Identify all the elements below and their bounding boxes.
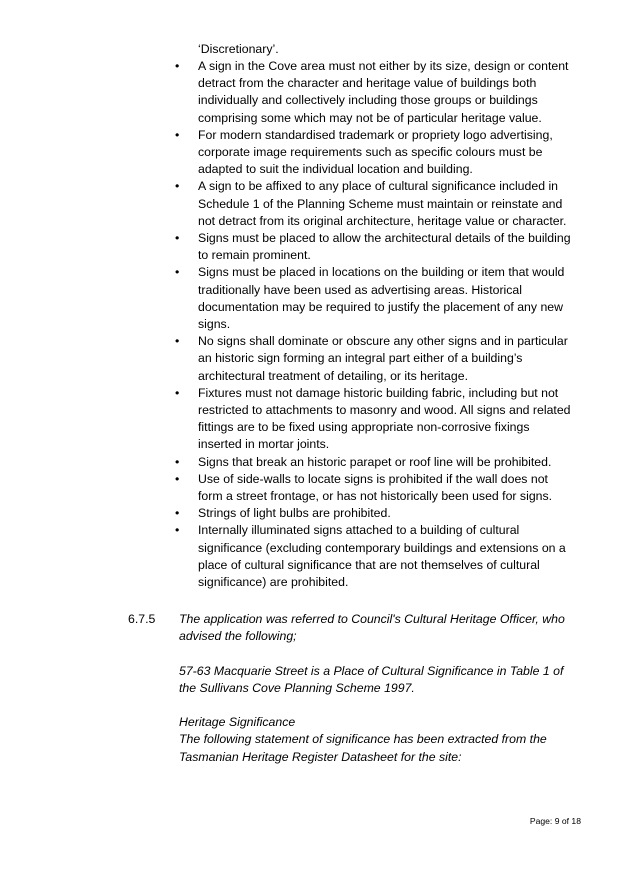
bullet-text: A sign to be affixed to any place of cultural significance included in Schedule 1 of the Planning Scheme must maintain or reinstate and not detract from its original architecture, heritage value or character. bbox=[198, 179, 567, 228]
bullet-symbol: • bbox=[175, 523, 180, 538]
bullet-item bbox=[175, 264, 575, 333]
bullet-item bbox=[175, 385, 575, 454]
bullet-text: For modern standardised trademark or propriety logo advertising, corporate image requirements such as specific colours must be adapted to suit the individual location and building. bbox=[198, 127, 553, 177]
bullet-text: Signs that break an historic parapet or roof line will be prohibited. bbox=[198, 454, 552, 469]
referral-paragraph: The application was referred to Council's Cultural Heritage Officer, who advised the following; bbox=[179, 612, 565, 644]
bullet-symbol: • bbox=[175, 59, 180, 73]
bullet-symbol: • bbox=[175, 231, 180, 246]
bullet-text: Signs must be placed in locations on the building or item that would traditionally have been used as advertising areas. Historical documentation may be required to justify the placement of any new signs. bbox=[198, 265, 565, 332]
bullet-text: Strings of light bulbs are prohibited. bbox=[198, 506, 391, 521]
bullet-item bbox=[175, 178, 575, 230]
bullet-item bbox=[175, 127, 575, 179]
continuation-text: ‘Discretionary’. bbox=[198, 42, 279, 56]
bullet-item bbox=[175, 333, 575, 385]
bullet-item bbox=[175, 454, 575, 471]
bullet-item bbox=[175, 230, 575, 264]
bullet-symbol: • bbox=[175, 506, 180, 521]
bullet-symbol: • bbox=[175, 471, 180, 486]
bullet-list bbox=[175, 58, 575, 591]
section-body bbox=[179, 611, 579, 766]
bullet-item bbox=[175, 505, 575, 522]
bullet-text: Internally illuminated signs attached to a building of cultural significance (excluding contemporary buildings and extensions on a place of cultural significance that are not themselves of cultural significance) are prohibited. bbox=[198, 523, 566, 590]
bullet-item bbox=[175, 471, 575, 505]
bullet-symbol: • bbox=[175, 334, 180, 349]
section-number: 6.7.5 bbox=[128, 612, 156, 626]
bullet-symbol: • bbox=[175, 179, 180, 194]
bullet-text: No signs shall dominate or obscure any other signs and in particular an historic sign forming an integral part either of a building’s architectural treatment of detailing, or its heritage. bbox=[198, 334, 568, 383]
bullet-symbol: • bbox=[175, 454, 180, 469]
statement-paragraph: The following statement of significance has been extracted from the Tasmanian Heritage Register Datasheet for the site: bbox=[179, 732, 547, 764]
bullet-item bbox=[175, 58, 575, 127]
bullet-text: Signs must be placed to allow the architectural details of the building to remain prominent. bbox=[198, 231, 571, 263]
bullet-symbol: • bbox=[175, 265, 180, 280]
cultural-significance-paragraph: 57-63 Macquarie Street is a Place of Cultural Significance in Table 1 of the Sullivans Cove Planning Scheme 1997. bbox=[179, 663, 564, 695]
heritage-significance-heading: Heritage Significance bbox=[179, 715, 296, 730]
page-number: Page: 9 of 18 bbox=[529, 816, 581, 826]
bullet-symbol: • bbox=[175, 127, 180, 142]
bullet-text: A sign in the Cove area must not either by its size, design or content detract from the character and heritage value of buildings both individually and collectively including those groups or buildings comprising some which may not be of particular heritage value. bbox=[198, 59, 569, 125]
bullet-item bbox=[175, 522, 575, 591]
bullet-text: Fixtures must not damage historic building fabric, including but not restricted to attachments to masonry and wood. All signs and related fittings are to be fixed using appropriate non-corrosive fixings inserted in mortar joints. bbox=[198, 385, 571, 452]
bullet-symbol: • bbox=[175, 385, 180, 400]
bullet-text: Use of side-walls to locate signs is prohibited if the wall does not form a street frontage, or has not historically been used for signs. bbox=[198, 471, 553, 504]
